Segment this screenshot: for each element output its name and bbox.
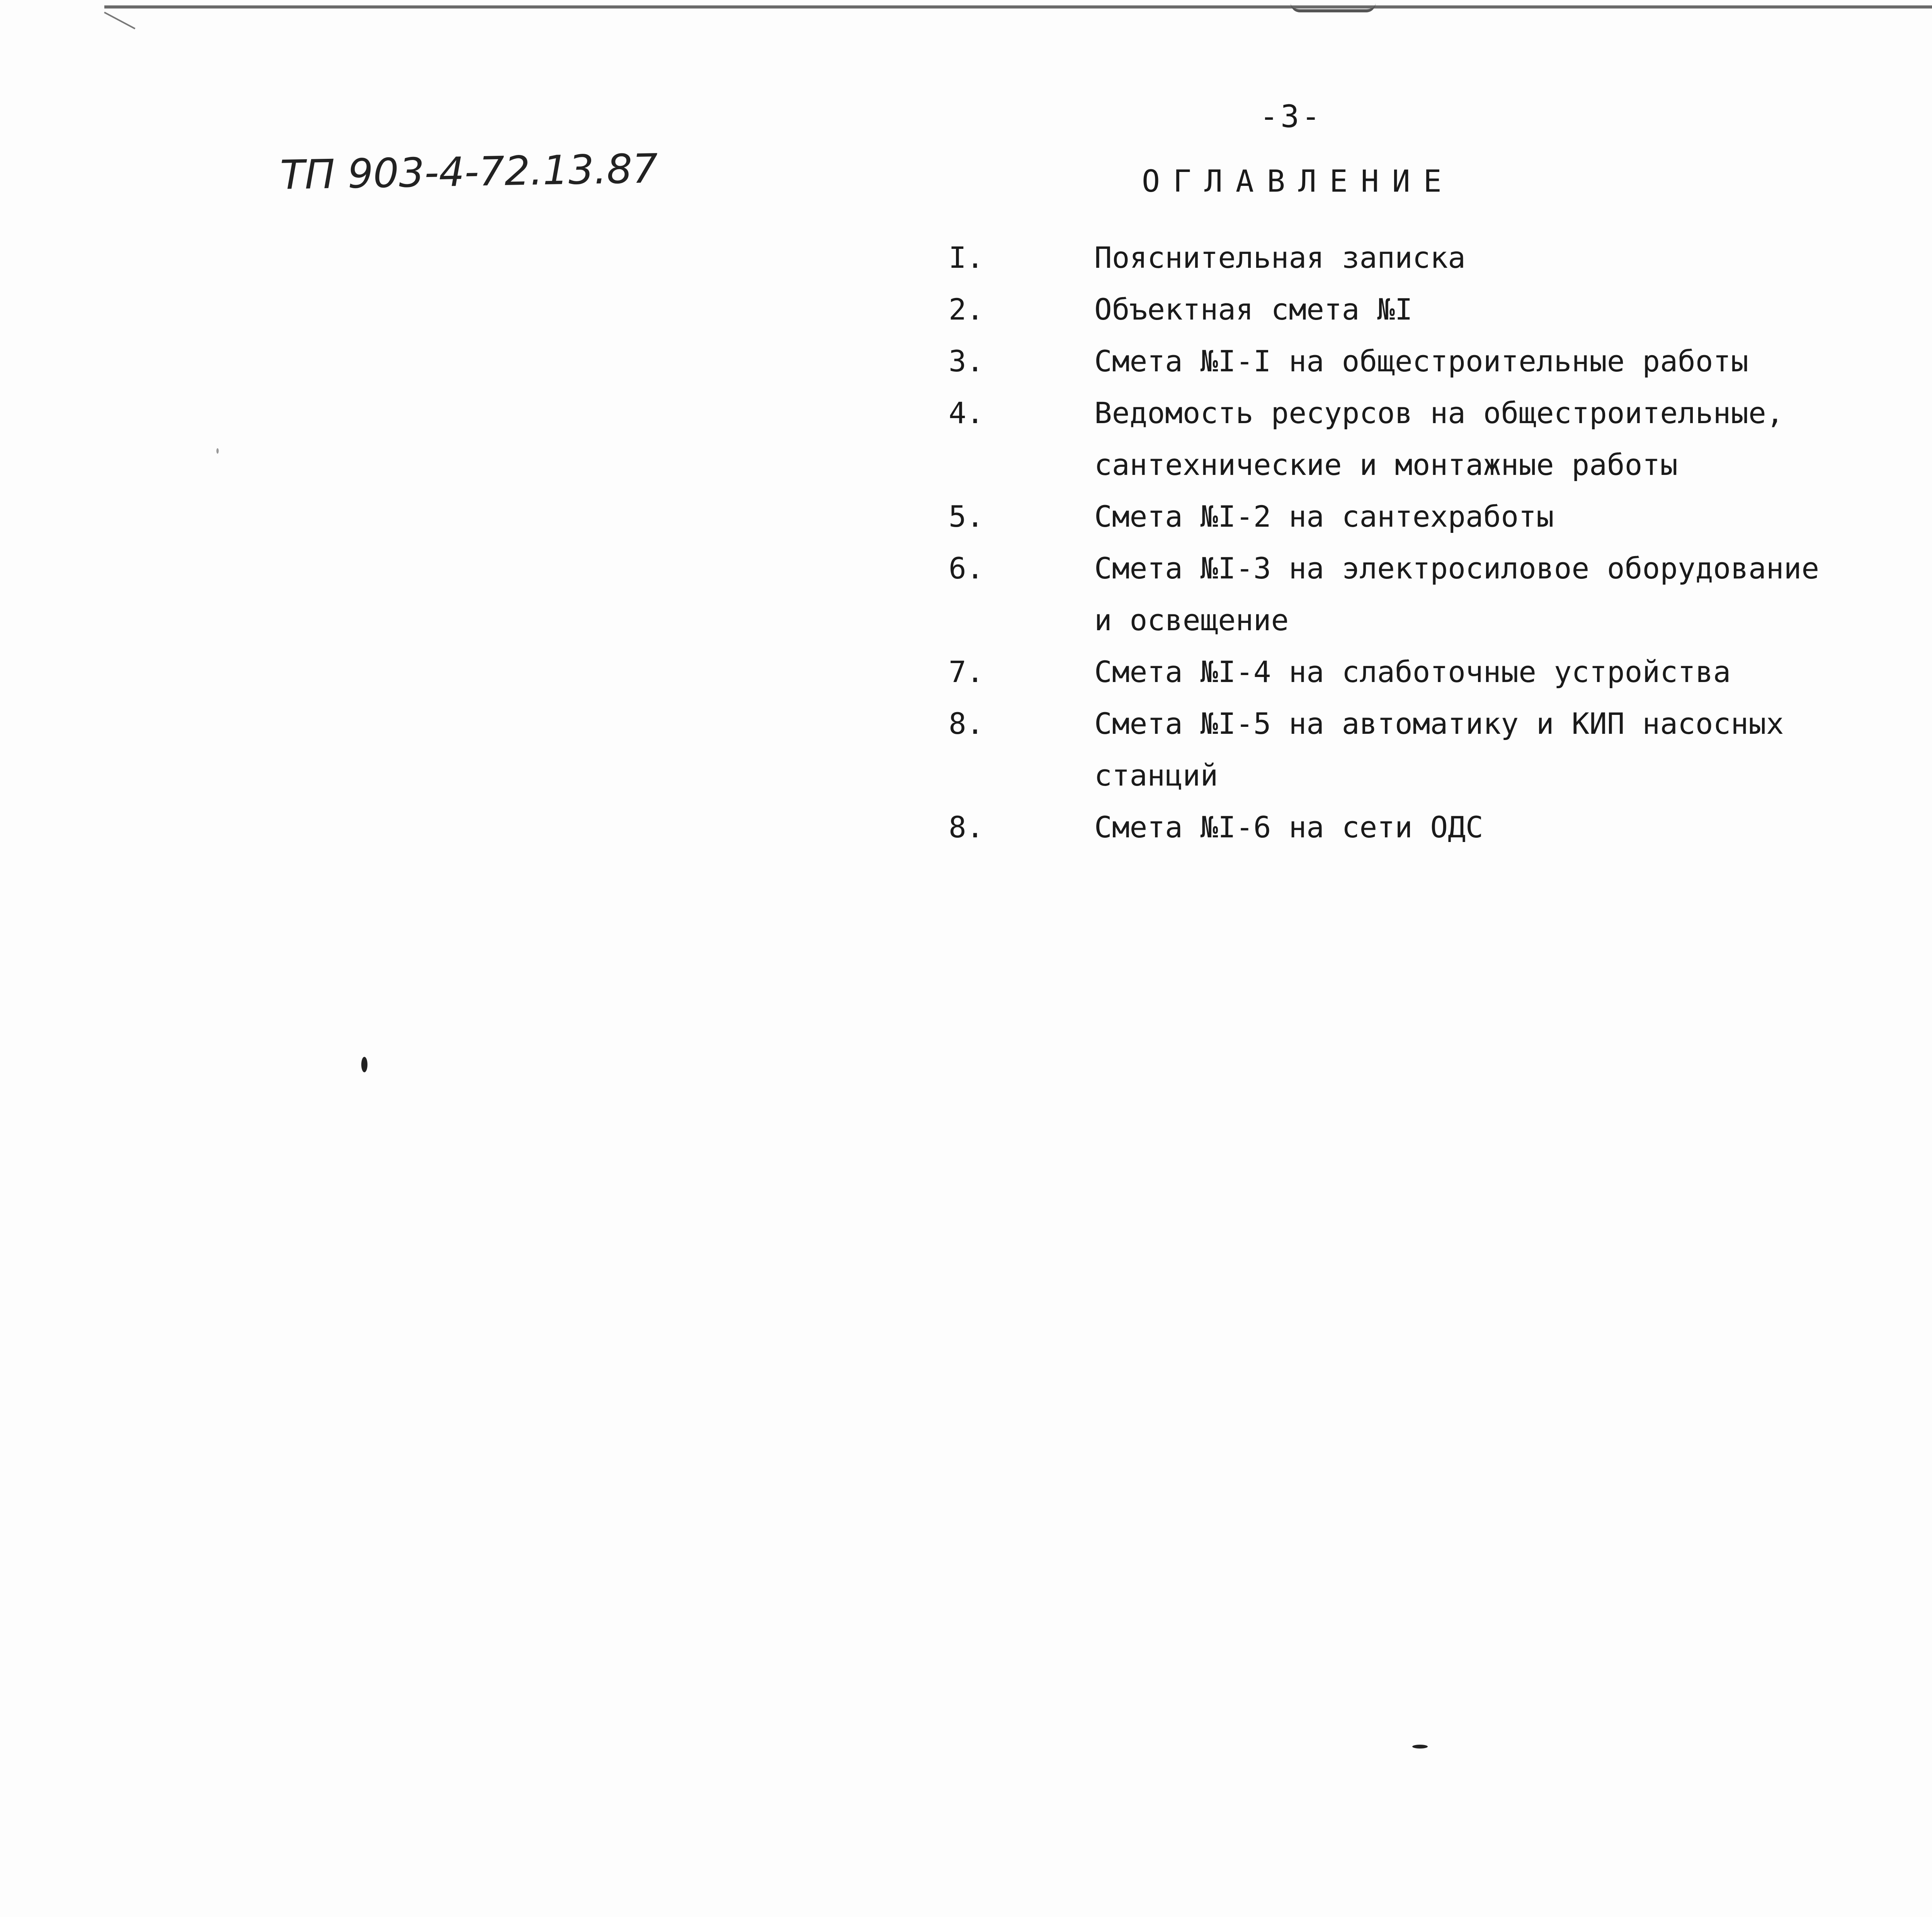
toc-item-text — [1094, 646, 1837, 698]
table-of-contents — [949, 232, 1837, 853]
toc-item — [949, 387, 1837, 491]
scan-edge-top — [104, 5, 1932, 9]
toc-item-text — [1094, 543, 1837, 646]
page-number: -3- — [1260, 99, 1323, 134]
toc-item-number: 4. — [949, 396, 984, 430]
toc-item-line: Объектная смета №I — [1094, 292, 1413, 327]
toc-item-text — [1094, 387, 1837, 491]
toc-item-text — [1094, 335, 1837, 387]
toc-item-line: Смета №I-4 на слаботочные устройства — [1094, 655, 1731, 689]
toc-item-line: Смета №I-2 на сантехработы — [1094, 499, 1554, 534]
toc-item-number: 8. — [949, 810, 984, 844]
toc-item-number: 3. — [949, 344, 984, 378]
toc-item-number: 2. — [949, 292, 984, 327]
toc-item-number: I. — [949, 240, 984, 275]
page-title: ОГЛАВЛЕНИЕ — [1142, 164, 1455, 199]
scan-speck — [1412, 1745, 1428, 1749]
scan-speck — [216, 448, 219, 454]
toc-item-number: 6. — [949, 551, 984, 585]
toc-item-line: Смета №I-5 на автоматику и КИП насосных — [1094, 706, 1784, 741]
toc-item-line: Смета №I-I на общестроительные работы — [1094, 344, 1748, 378]
toc-item — [949, 646, 1837, 698]
toc-item-line: Пояснительная записка — [1094, 240, 1466, 275]
toc-item-number: 8. — [949, 706, 984, 741]
toc-item-line: и освещение — [1094, 603, 1289, 637]
toc-item-line: сантехнические и монтажные работы — [1094, 447, 1678, 482]
toc-item — [949, 698, 1837, 801]
toc-item-text — [1094, 491, 1837, 543]
toc-item-line: Ведомость ресурсов на общестроительные, — [1094, 396, 1784, 430]
toc-item — [949, 335, 1837, 387]
toc-item-text — [1094, 232, 1837, 284]
toc-item-text — [1094, 698, 1837, 801]
toc-item — [949, 232, 1837, 284]
toc-item — [949, 543, 1837, 646]
scan-edge-bump — [1291, 3, 1376, 12]
toc-item — [949, 284, 1837, 335]
toc-item-number: 7. — [949, 655, 984, 689]
toc-item-text — [1094, 284, 1837, 335]
toc-item-text — [1094, 801, 1837, 853]
toc-item-line: Смета №I-3 на электросиловое оборудование — [1094, 551, 1819, 585]
toc-item-line: Смета №I-6 на сети ОДС — [1094, 810, 1483, 844]
document-code-handwritten: ТП 903-4-72.13.87 — [279, 145, 658, 199]
toc-item — [949, 801, 1837, 853]
toc-item — [949, 491, 1837, 543]
toc-item-number: 5. — [949, 499, 984, 534]
toc-item-line: станций — [1094, 758, 1218, 793]
scan-speck — [361, 1057, 367, 1072]
scan-corner-mark — [104, 12, 135, 29]
